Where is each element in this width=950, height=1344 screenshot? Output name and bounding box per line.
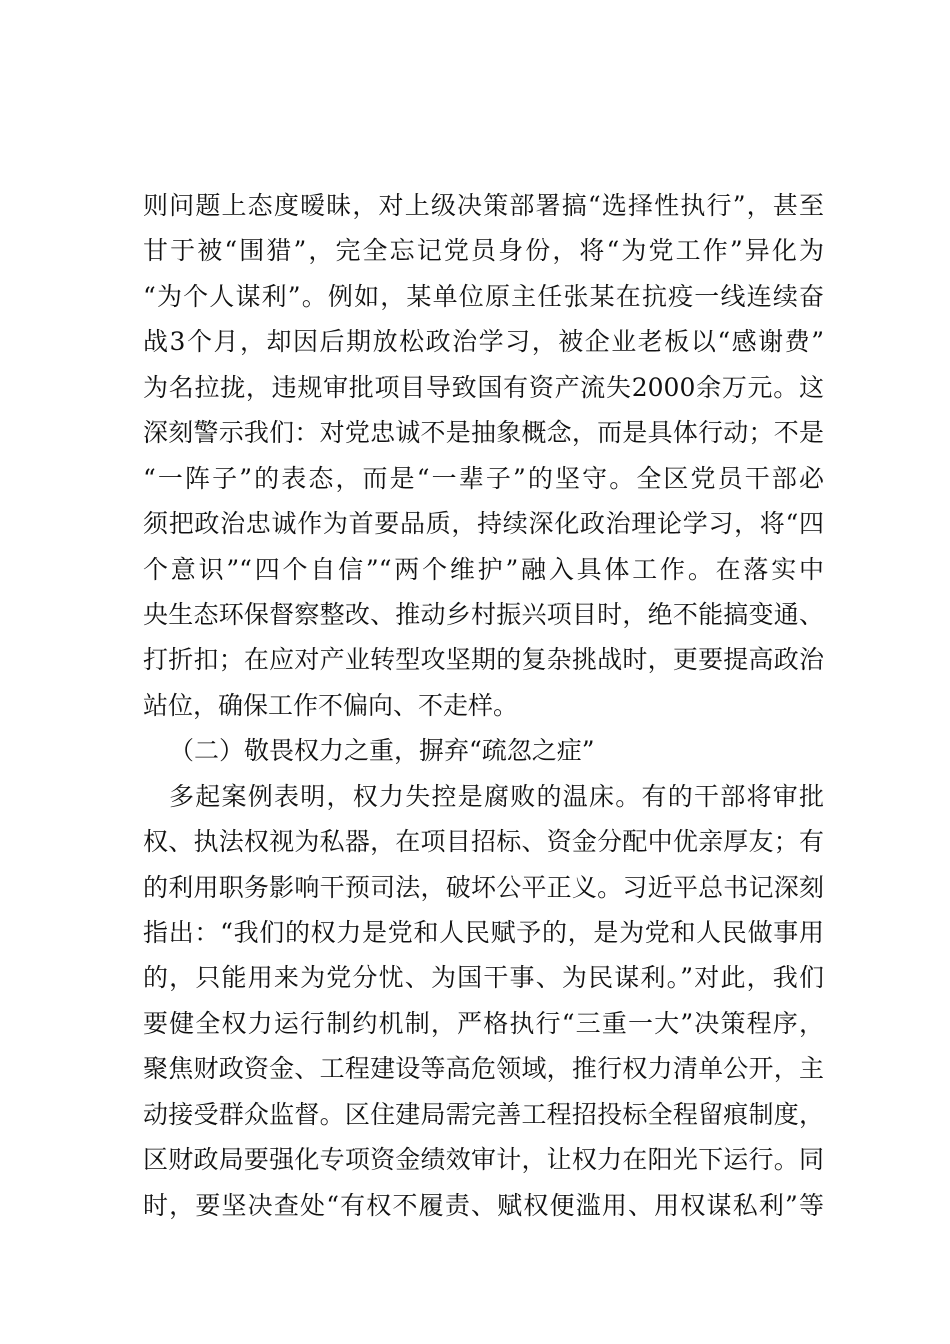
text-line: 打折扣；在应对产业转型攻坚期的复杂挑战时，更要提高政治 bbox=[143, 645, 824, 675]
text-line: 个意识”“四个自信”“两个维护”融入具体工作。在落实中 bbox=[143, 554, 824, 584]
section-heading: （二）敬畏权力之重，摒弃“疏忽之症” bbox=[169, 736, 595, 766]
text-line: 动接受群众监督。区住建局需完善工程招投标全程留痕制度， bbox=[143, 1099, 824, 1129]
text-line: 深刻警示我们：对党忠诚不是抽象概念，而是具体行动；不是 bbox=[143, 418, 824, 448]
text-line: “为个人谋利”。例如，某单位原主任张某在抗疫一线连续奋 bbox=[143, 281, 824, 311]
text-line: 则问题上态度暧昧，对上级决策部署搞“选择性执行”，甚至 bbox=[143, 191, 824, 220]
text-line: 指出：“我们的权力是党和人民赋予的，是为党和人民做事用 bbox=[143, 918, 824, 947]
text-line: 时，要坚决查处“有权不履责、赋权便滥用、用权谋私利”等 bbox=[143, 1190, 824, 1220]
document-body bbox=[143, 183, 824, 1228]
text-line: 甘于被“围猎”，完全忘记党员身份，将“为党工作”异化为 bbox=[143, 236, 824, 266]
text-line: 多起案例表明，权力失控是腐败的温床。有的干部将审批 bbox=[169, 781, 824, 811]
text-line: 的，只能用来为党分忧、为国干事、为民谋利。”对此，我们 bbox=[143, 963, 824, 993]
text-line: 央生态环保督察整改、推动乡村振兴项目时，绝不能搞变通、 bbox=[143, 599, 824, 629]
text-line: 区财政局要强化专项资金绩效审计，让权力在阳光下运行。同 bbox=[143, 1145, 824, 1175]
text-line: “一阵子”的表态，而是“一辈子”的坚守。全区党员干部必 bbox=[143, 463, 824, 493]
text-line: 战3个月，却因后期放松政治学习，被企业老板以“感谢费” bbox=[143, 327, 824, 357]
text-line: 聚焦财政资金、工程建设等高危领域，推行权力清单公开，主 bbox=[143, 1054, 824, 1084]
text-line: 站位，确保工作不偏向、不走样。 bbox=[143, 690, 519, 720]
paragraph-power bbox=[143, 774, 824, 1228]
text-line: 须把政治忠诚作为首要品质，持续深化政治理论学习，将“四 bbox=[143, 509, 824, 539]
text-line: 权、执法权视为私器，在项目招标、资金分配中优亲厚友；有 bbox=[143, 827, 824, 857]
paragraph-loyalty bbox=[143, 183, 824, 728]
text-line: 要健全权力运行制约机制，严格执行“三重一大”决策程序， bbox=[143, 1008, 824, 1038]
text-line: 的利用职务影响干预司法，破坏公平正义。习近平总书记深刻 bbox=[143, 872, 824, 902]
text-line: 为名拉拢，违规审批项目导致国有资产流失2000余万元。这 bbox=[143, 372, 824, 402]
